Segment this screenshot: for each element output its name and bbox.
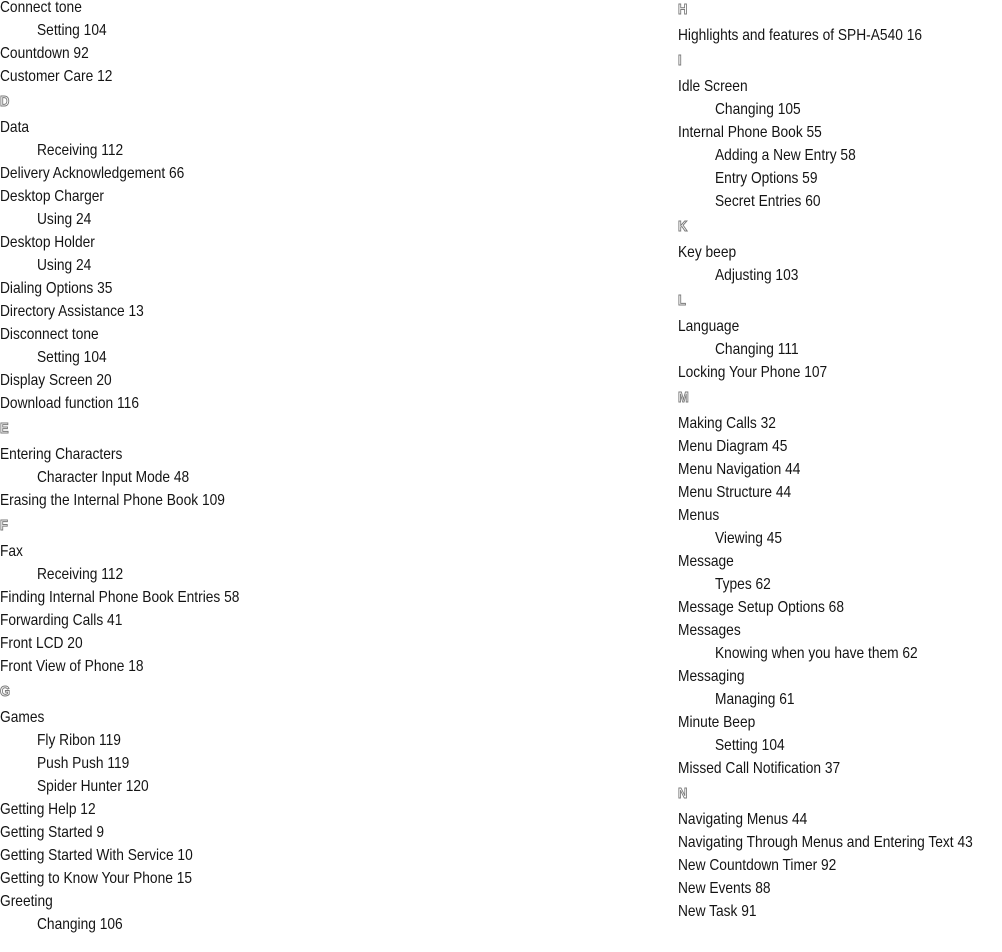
- index-entry: Front View of Phone 18: [0, 658, 144, 675]
- index-subentry: Adjusting 103: [715, 267, 799, 284]
- index-subentry: Push Push 119: [37, 755, 130, 772]
- index-entry: Data: [0, 119, 30, 136]
- section-letter-d: D: [0, 93, 11, 110]
- index-subentry: Spider Hunter 120: [37, 778, 149, 795]
- index-entry: Menu Structure 44: [678, 484, 792, 501]
- index-entry: Customer Care 12: [0, 68, 113, 85]
- index-subentry: Character Input Mode 48: [37, 469, 190, 486]
- index-subentry: Setting 104: [715, 737, 785, 754]
- index-subentry: Adding a New Entry 58: [715, 147, 856, 164]
- index-entry: Entering Characters: [0, 446, 123, 463]
- index-entry: Greeting: [0, 893, 53, 910]
- index-entry: Messaging: [678, 668, 745, 685]
- section-letter-f: F: [0, 517, 9, 534]
- section-letter-n: N: [678, 785, 689, 802]
- index-entry: Making Calls 32: [678, 415, 776, 432]
- section-letter-l: L: [678, 292, 687, 309]
- index-subentry: Using 24: [37, 211, 92, 228]
- index-entry: Desktop Charger: [0, 188, 105, 205]
- index-entry: Message Setup Options 68: [678, 599, 844, 616]
- index-subentry: Secret Entries 60: [715, 193, 821, 210]
- index-entry: New Countdown Timer 92: [678, 857, 837, 874]
- index-entry: Erasing the Internal Phone Book 109: [0, 492, 225, 509]
- index-entry: Menu Diagram 45: [678, 438, 788, 455]
- index-entry: Countdown 92: [0, 45, 89, 62]
- index-entry: Games: [0, 709, 45, 726]
- index-subentry: Managing 61: [715, 691, 795, 708]
- index-subentry: Changing 106: [37, 916, 123, 933]
- index-entry: Locking Your Phone 107: [678, 364, 828, 381]
- index-subentry: Viewing 45: [715, 530, 783, 547]
- index-entry: Missed Call Notification 37: [678, 760, 841, 777]
- index-entry: Navigating Through Menus and Entering Text 43: [678, 834, 973, 851]
- index-entry: New Events 88: [678, 880, 771, 897]
- index-subentry: Setting 104: [37, 349, 107, 366]
- index-entry: Front LCD 20: [0, 635, 83, 652]
- index-subentry: Changing 111: [715, 341, 799, 358]
- index-entry: Minute Beep: [678, 714, 756, 731]
- index-entry: Getting Started 9: [0, 824, 105, 841]
- index-entry: Connect tone: [0, 0, 82, 16]
- index-entry: Forwarding Calls 41: [0, 612, 123, 629]
- index-entry: Menus: [678, 507, 720, 524]
- index-subentry: Setting 104: [37, 22, 107, 39]
- index-subentry: Using 24: [37, 257, 92, 274]
- index-entry: Internal Phone Book 55: [678, 124, 822, 141]
- index-entry: Disconnect tone: [0, 326, 99, 343]
- index-entry: Language: [678, 318, 740, 335]
- index-subentry: Receiving 112: [37, 566, 124, 583]
- index-entry: Desktop Holder: [0, 234, 95, 251]
- index-subentry: Types 62: [715, 576, 771, 593]
- section-letter-k: K: [678, 218, 689, 235]
- index-entry: Highlights and features of SPH-A540 16: [678, 27, 923, 44]
- index-entry: Key beep: [678, 244, 737, 261]
- section-letter-m: M: [678, 389, 690, 406]
- section-letter-i: I: [678, 52, 683, 69]
- index-entry: Directory Assistance 13: [0, 303, 144, 320]
- index-entry: Messages: [678, 622, 741, 639]
- index-subentry: Changing 105: [715, 101, 801, 118]
- index-subentry: Receiving 112: [37, 142, 124, 159]
- index-entry: Navigating Menus 44: [678, 811, 808, 828]
- index-entry: Display Screen 20: [0, 372, 112, 389]
- index-entry: Getting Help 12: [0, 801, 96, 818]
- index-entry: Delivery Acknowledgement 66: [0, 165, 185, 182]
- index-subentry: Knowing when you have them 62: [715, 645, 918, 662]
- index-entry: Download function 116: [0, 395, 139, 412]
- index-entry: Finding Internal Phone Book Entries 58: [0, 589, 240, 606]
- section-letter-h: H: [678, 1, 689, 18]
- index-entry: Idle Screen: [678, 78, 748, 95]
- index-entry: Getting to Know Your Phone 15: [0, 870, 193, 887]
- index-entry: Message: [678, 553, 734, 570]
- index-subentry: Entry Options 59: [715, 170, 818, 187]
- index-entry: Fax: [0, 543, 23, 560]
- index-entry: Getting Started With Service 10: [0, 847, 193, 864]
- section-letter-g: G: [0, 683, 11, 700]
- index-entry: Menu Navigation 44: [678, 461, 801, 478]
- index-subentry: Fly Ribon 119: [37, 732, 121, 749]
- section-letter-e: E: [0, 420, 10, 437]
- index-entry: Dialing Options 35: [0, 280, 113, 297]
- index-entry: New Task 91: [678, 903, 757, 920]
